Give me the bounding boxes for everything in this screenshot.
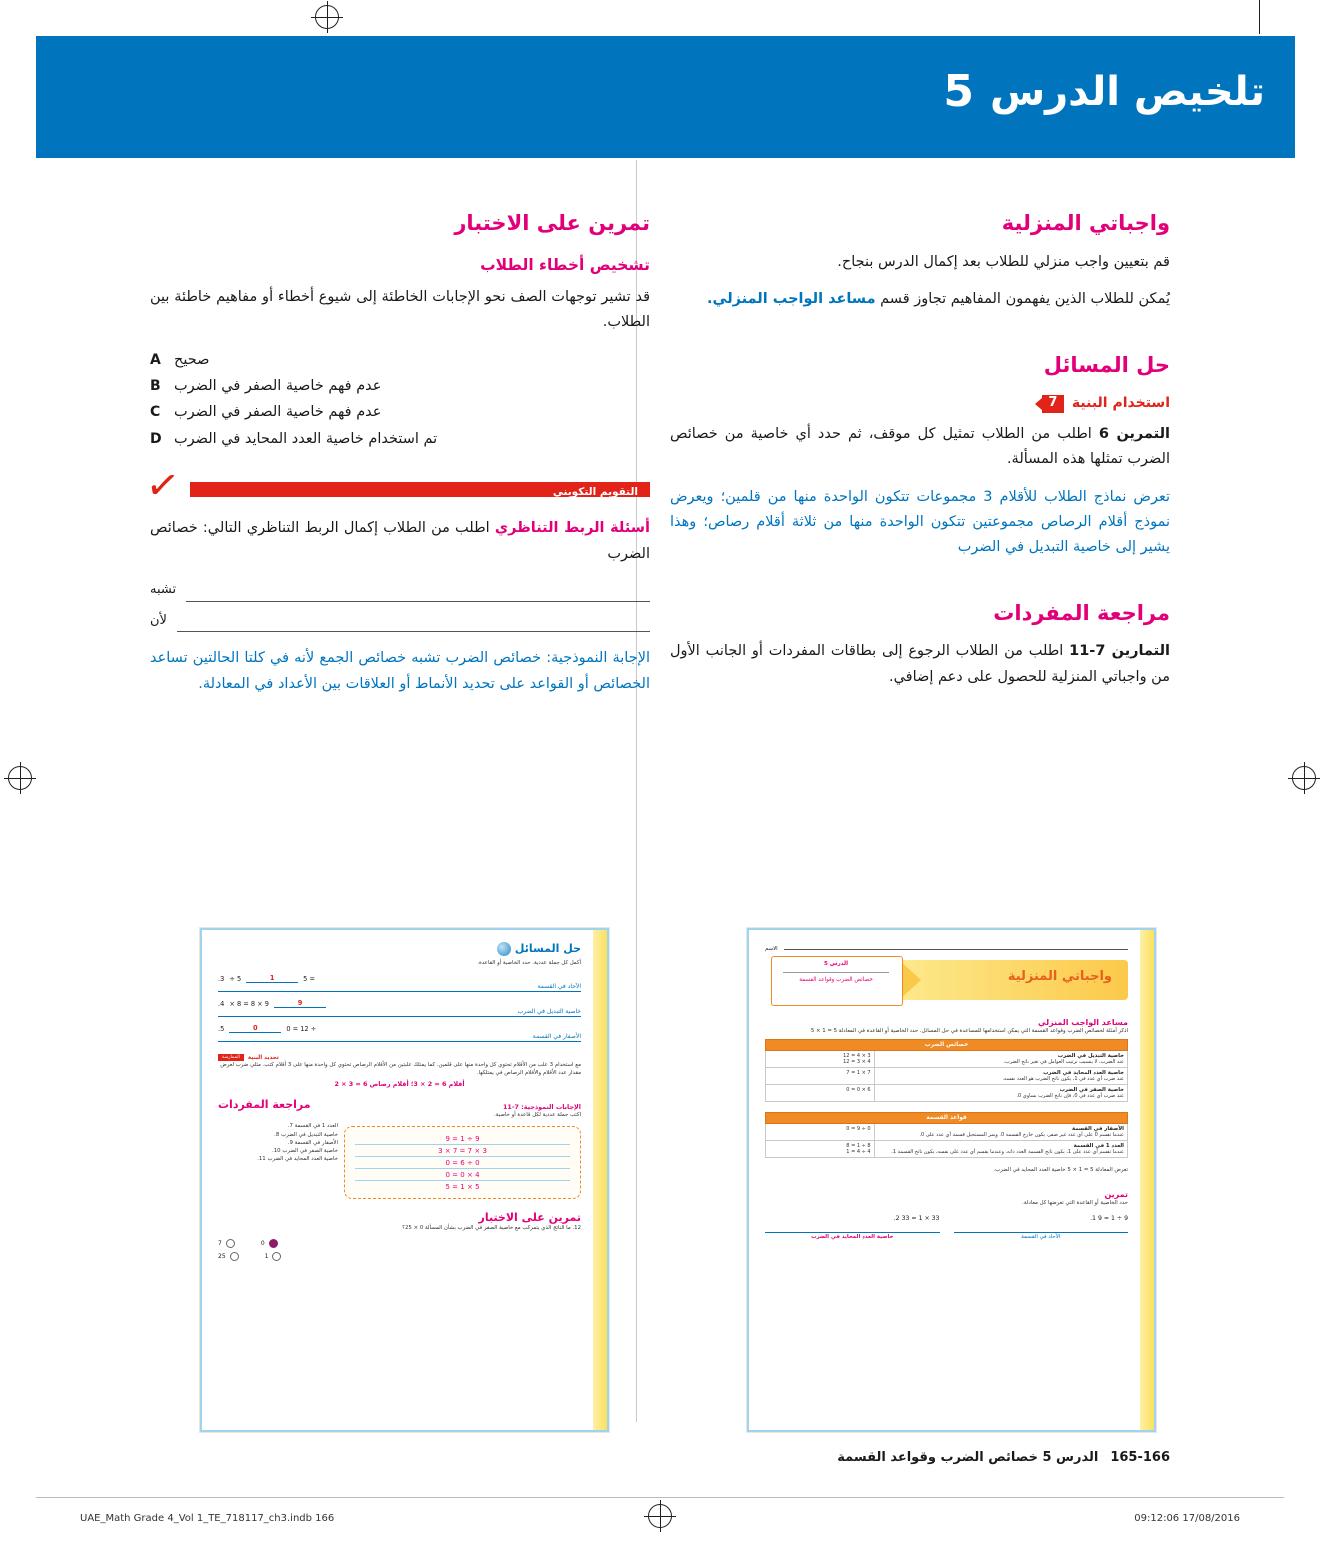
ws-test-options (218, 1239, 581, 1261)
ws-option[interactable] (265, 1252, 282, 1261)
analogy-blank-row-2 (150, 610, 650, 633)
radio-selected-icon[interactable] (269, 1239, 278, 1248)
analogy-blank-2-label: لأن (150, 612, 167, 628)
ws-item-eq-left: 5 ÷ (229, 974, 242, 983)
registration-mark-bottom (648, 1504, 672, 1528)
radio-icon[interactable] (272, 1252, 281, 1261)
ws-property-name: خاصية العدد المحايد في الضرب (1043, 1070, 1124, 1077)
ws-item (218, 974, 581, 983)
page-title (943, 66, 1265, 117)
worksheet-thumbnail-left (200, 928, 609, 1432)
analogy-blank-2[interactable] (177, 616, 650, 632)
ws-table-header: قواعد القسمة (766, 1113, 1128, 1124)
lesson-header-band (36, 36, 1295, 158)
ws-vocab-title: مراجعة المفردات (218, 1098, 311, 1112)
ws-item-blank[interactable]: 9 (274, 999, 326, 1008)
page-title-text: تلخيص الدرس (989, 68, 1265, 115)
ws-rule-eq: 8 ÷ 1 = 8 4 ÷ 4 = 1 (766, 1141, 875, 1158)
ws-exercise-intro: حدد الخاصية أو القاعدة التي تعرضها كل معادلة. (1022, 1200, 1128, 1207)
footer-file-info: UAE_Math Grade 4_Vol 1_TE_718117_ch3.indb 166 (80, 1513, 335, 1524)
ws-property-name: خاصية الصفر في الضرب (1059, 1087, 1124, 1094)
problem-solving-exercise-label: التمرين 6 (1098, 425, 1171, 442)
ws-item-number: 4. (218, 999, 225, 1008)
vocab-review-text: اطلب من الطلاب الرجوع إلى بطاقات المفردات أو الجانب الأول من واجباتي المنزلية للحصول على دعم إضافي. (670, 643, 1170, 685)
ws-exercise-answer: الآحاد في القسمة (1021, 1234, 1061, 1241)
ws-practice-label: تحديد البنية (247, 1054, 279, 1061)
ws-table-header: خصائص الضرب (766, 1040, 1128, 1051)
ws-property-desc: عند ضرب أي عدد في 1، يكون ناتج الضرب هو العدد نفسه. (1002, 1076, 1124, 1083)
ws-exercise-eq: 33 × 1 = 33 (901, 1215, 940, 1223)
analogy-blank-1[interactable] (186, 586, 650, 602)
problem-solving-heading: حل المسائل (1043, 352, 1170, 377)
analogy-blank-1-label: تشبه (150, 581, 177, 597)
ws-property-name: خاصية التبديل في الضرب (1057, 1053, 1124, 1060)
table-row (766, 1124, 1128, 1141)
answer-choice-list (150, 348, 650, 453)
ws-item (218, 999, 581, 1008)
vocab-review-paragraph (670, 639, 1170, 690)
ws-exercise-item (954, 1215, 1129, 1222)
footer-page-numbers: 165-166 (1110, 1450, 1170, 1465)
answer-choice (150, 374, 650, 399)
ws-item-answer: خاصية التبديل في الضرب (517, 1008, 581, 1016)
ws-lesson-label: الدرس 5 (823, 961, 849, 967)
problem-solving-exercise (670, 422, 1170, 473)
ws-exercise-item (765, 1215, 940, 1222)
ws-option[interactable] (218, 1252, 239, 1261)
answer-choice-letter: C (150, 404, 161, 421)
table-row (766, 1085, 1128, 1102)
vocab-review-heading: مراجعة المفردات (993, 600, 1170, 625)
vocab-review-exercise-label: التمارين 7-11 (1069, 643, 1170, 660)
answer-choice (150, 348, 650, 373)
ws-rule-name: العدد 1 في القسمة (1073, 1143, 1124, 1150)
ws-item-blank[interactable]: 0 (229, 1024, 281, 1033)
homework-helper-link[interactable]: مساعد الواجب المنزلي. (707, 291, 876, 308)
right-column (670, 205, 1170, 702)
radio-icon[interactable] (226, 1239, 235, 1248)
ws-rule-desc: عندما تقسم أي عدد على 1، يكون ناتج القسمة العدد ذاته. وعندما يقسم أي عدد على نفسه، يكون ناتج القسمة 1. (891, 1149, 1124, 1156)
ws-option[interactable] (218, 1239, 235, 1248)
ws-option-value: 7 (218, 1239, 222, 1247)
ws-name-label: الاسم (765, 946, 778, 952)
answer-choice-letter: A (150, 351, 161, 368)
table-row (766, 1141, 1128, 1158)
ws-vocab-item: خاصية العدد المحايد في الضرب 11. (257, 1155, 338, 1162)
ws-vocab-item: خاصية التبديل في الضرب 8. (274, 1131, 338, 1138)
ws-item-eq-left: 9 × 8 = 8 × (229, 999, 269, 1008)
ws-item-eq-right: = 5 (303, 974, 315, 983)
homework-paragraph-2 (670, 287, 1170, 312)
registration-mark-top (315, 5, 339, 29)
ws-answer-rule (218, 1016, 581, 1017)
test-practice-intro: قد تشير توجهات الصف نحو الإجابات الخاطئة إلى شيوع أخطاء أو مفاهيم خاطئة بين الطلاب. (150, 288, 650, 331)
ws-helper-text: اذكر أمثلة لخصائص الضرب وقواعد القسمة التي يمكن استخدامها للمساعدة في حل المسائل. حدد الخاصية أو القاعدة في المعادلة 5 = 1 × 5 (810, 1028, 1128, 1034)
footer-divider (36, 1497, 1284, 1498)
ws-note: تعرض المعادلة 5 = 1 × 5 خاصية العدد المحايد في الضرب. (993, 1167, 1128, 1174)
ws-option-value: 0 (260, 1239, 265, 1247)
ws-property-eq: 3 × 4 = 12 4 × 3 = 12 (766, 1051, 875, 1068)
ws-item-eq-right: ÷ 12 = 0 (286, 1024, 317, 1033)
ws-division-rules-table (765, 1112, 1128, 1158)
radio-icon[interactable] (230, 1252, 239, 1261)
answer-choice-text: عدم فهم خاصية الصفر في الضرب (174, 404, 382, 421)
ws-rule-eq: 0 ÷ 9 = 0 (766, 1124, 875, 1141)
formative-bar-label: التقويم التكويني (552, 486, 638, 499)
ws-problem-solving-subtitle: أكمل كل جملة عددية. حدد الخاصية أو القاعدة. (477, 960, 581, 966)
formative-assessment-bar (142, 461, 650, 512)
ws-property-desc: عند الضرب، لا يتسبب ترتيب العوامل في تغير ناتج الضرب. (1003, 1059, 1124, 1066)
ws-answer: 4 × 0 = 0 (355, 1169, 570, 1181)
structure-badge-label: استخدام البنية (1071, 395, 1170, 412)
homework-paragraph-1: قم بتعيين واجب منزلي للطلاب بعد إكمال الدرس بنجاح. (837, 253, 1170, 270)
ws-item-answer: الأصفار في القسمة (532, 1033, 581, 1041)
ws-item-number: 3. (218, 974, 225, 983)
error-analysis-subheading: تشخيص أخطاء الطلاب (480, 255, 650, 274)
ws-problem-solving-title-text: حل المسائل (514, 942, 581, 955)
ws-helper-title: مساعد الواجب المنزلي (1038, 1018, 1128, 1027)
lesson-number: 5 (943, 66, 974, 117)
ws-answer: 9 ÷ 1 = 9 (355, 1133, 570, 1145)
ws-option[interactable] (261, 1239, 278, 1248)
problem-solving-answer: تعرض نماذج الطلاب للأقلام 3 مجموعات تتكون الواحدة منها من قلمين؛ ويعرض نموذج أقلام الرصاص مجموعتين تتكون الواحدة منها من ثلاثة أقلام رصاص؛ وهذا يشير إلى خاصية التبديل في الضرب (670, 488, 1170, 556)
ws-answer-rule (218, 1041, 581, 1042)
ws-homework-banner (765, 952, 1128, 1012)
footer-page-info (837, 1450, 1170, 1465)
homework-p2-pre: يُمكن للطلاب الذين يفهمون المفاهيم تجاوز قسم (875, 291, 1170, 308)
ws-exercise-title: تمرين (1104, 1190, 1128, 1200)
ws-vocab-intro: اكتب جملة عددية لكل قاعدة أو خاصية. (494, 1112, 581, 1119)
table-row (766, 1068, 1128, 1085)
registration-mark-left (8, 766, 32, 790)
analogy-question-label: أسئلة الربط التناظري (494, 520, 650, 537)
ws-item (218, 1024, 581, 1033)
structure-badge-number: 7 (1042, 395, 1064, 413)
ws-vocab-item: الأصفار في القسمة 9. (287, 1139, 338, 1146)
ws-property-eq: 6 × 0 = 0 (766, 1085, 875, 1102)
ws-banner-text: واجباتي المنزلية (1007, 969, 1112, 984)
ws-test-question: 12. ما الناتج الذي يتمركب مع خاصية الصفر في الضرب بشأن المسألة 0 × 25؟ (402, 1225, 581, 1232)
analogy-blank-row-1 (150, 579, 650, 602)
ws-vocab-item: العدد 1 في القسمة 7. (287, 1123, 338, 1130)
ws-rule-desc: عندما تقسم 0 على أي عدد غير صفر، يكون خارج القسمة 0. ويمر المستحيل قسمة أي عدد على 0. (919, 1132, 1124, 1139)
table-row (766, 1051, 1128, 1068)
ws-item-answer: الآحاد في القسمة (537, 983, 581, 991)
ws-practice-badge: الممارسة (218, 1054, 244, 1061)
ws-vocab-item: خاصية الصفر في الضرب 10. (272, 1147, 338, 1154)
ws-item-number: 5. (218, 1024, 225, 1033)
ws-answer-rule (218, 991, 581, 992)
left-column (142, 205, 650, 709)
analogy-question-text: اطلب من الطلاب إكمال الربط التناظري التالي: خصائص الضرب (150, 520, 650, 562)
answer-choice-text: صحيح (174, 351, 210, 368)
answer-choice-letter: B (150, 378, 161, 394)
analogy-question (150, 516, 650, 567)
ws-practice-text: مع استخدام 3 علب من الأقلام تحتوي كل واحدة منها على قلمين. كما يمتلك علبتين من الأقلام الرصاص تحتوي كل واحدة منها على 3 أقلام كتب. مثلي ضرب لعرض مقدار عدد الأقلام والأقلام الرصاص في يمتلكها. (220, 1062, 581, 1077)
ws-practice-answer: أقلام 6 = 2 × 3؛ أقلام رصاص 6 = 3 × 2 (334, 1080, 465, 1089)
registration-mark-right (1292, 766, 1316, 790)
ws-answer: 0 ÷ 6 = 0 (355, 1157, 570, 1169)
globe-icon (497, 942, 511, 956)
answer-choice-text: عدم فهم خاصية الصفر في الضرب (174, 378, 382, 394)
ws-exercise-answer: خاصية العدد المحايد في الضرب (811, 1234, 894, 1241)
homework-heading: واجباتي المنزلية (1001, 211, 1170, 235)
ws-property-desc: عند ضرب أي عدد في 0، فإن ناتج الضرب يساوي 0. (1016, 1093, 1124, 1100)
problem-solving-exercise-text: اطلب من الطلاب تمثيل كل موقف، ثم حدد أي خاصية من خصائص الضرب تمثلها هذه المسألة. (670, 425, 1170, 468)
ws-rule-name: الأصفار في القسمة (1071, 1126, 1124, 1133)
ws-vocab-answers-label: الإجابات النموذجية: 7-11 (502, 1103, 581, 1112)
ws-answer: 5 × 1 = 5 (445, 1182, 480, 1191)
answer-choice-text: تم استخدام خاصية العدد المحايد في الضرب (174, 430, 438, 447)
ws-exercise-eq: 9 ÷ 1 = 9 (1097, 1215, 1128, 1223)
ws-multiplication-properties-table (765, 1039, 1128, 1102)
test-practice-heading: تمرين على الاختبار (454, 211, 650, 235)
ws-answer: 3 × 7 = 7 × 3 (355, 1145, 570, 1157)
answer-choice (150, 400, 650, 425)
ws-problem-solving-title (218, 942, 581, 956)
ws-exercise-num: 1. (1090, 1215, 1096, 1223)
ws-test-title: تمرين على الاختبار (478, 1211, 581, 1225)
worksheet-thumbnail-right (747, 928, 1156, 1432)
footer-date-info: 17/08/2016 09:12:06 (1134, 1513, 1240, 1524)
ws-property-eq: 7 × 1 = 7 (766, 1068, 875, 1085)
answer-choice (150, 427, 650, 452)
ws-lesson-topic: خصائص الضرب وقواعد القسمة (799, 976, 873, 983)
ws-item-blank[interactable]: 1 (246, 974, 298, 983)
answer-choice-letter: D (150, 430, 162, 447)
check-icon: ✓ (142, 461, 183, 512)
ws-name-blank[interactable] (784, 943, 1128, 950)
ws-exercise-num: 2. (893, 1215, 900, 1223)
ws-option-value: 1 (264, 1252, 269, 1260)
structure-badge (670, 391, 1170, 416)
ws-option-value: 25 (218, 1252, 226, 1260)
analogy-model-answer: الإجابة النموذجية: خصائص الضرب تشبه خصائص الجمع لأنه في كلتا الحالتين تساعد الخصائص أو القواعد على تحديد الأنماط أو العلاقات بين الأعداد في المعادلة. (150, 650, 650, 692)
footer-lesson-label: الدرس 5 خصائص الضرب وقواعد القسمة (837, 1450, 1099, 1465)
crop-mark (1259, 0, 1260, 34)
ws-answer-box (344, 1126, 581, 1199)
